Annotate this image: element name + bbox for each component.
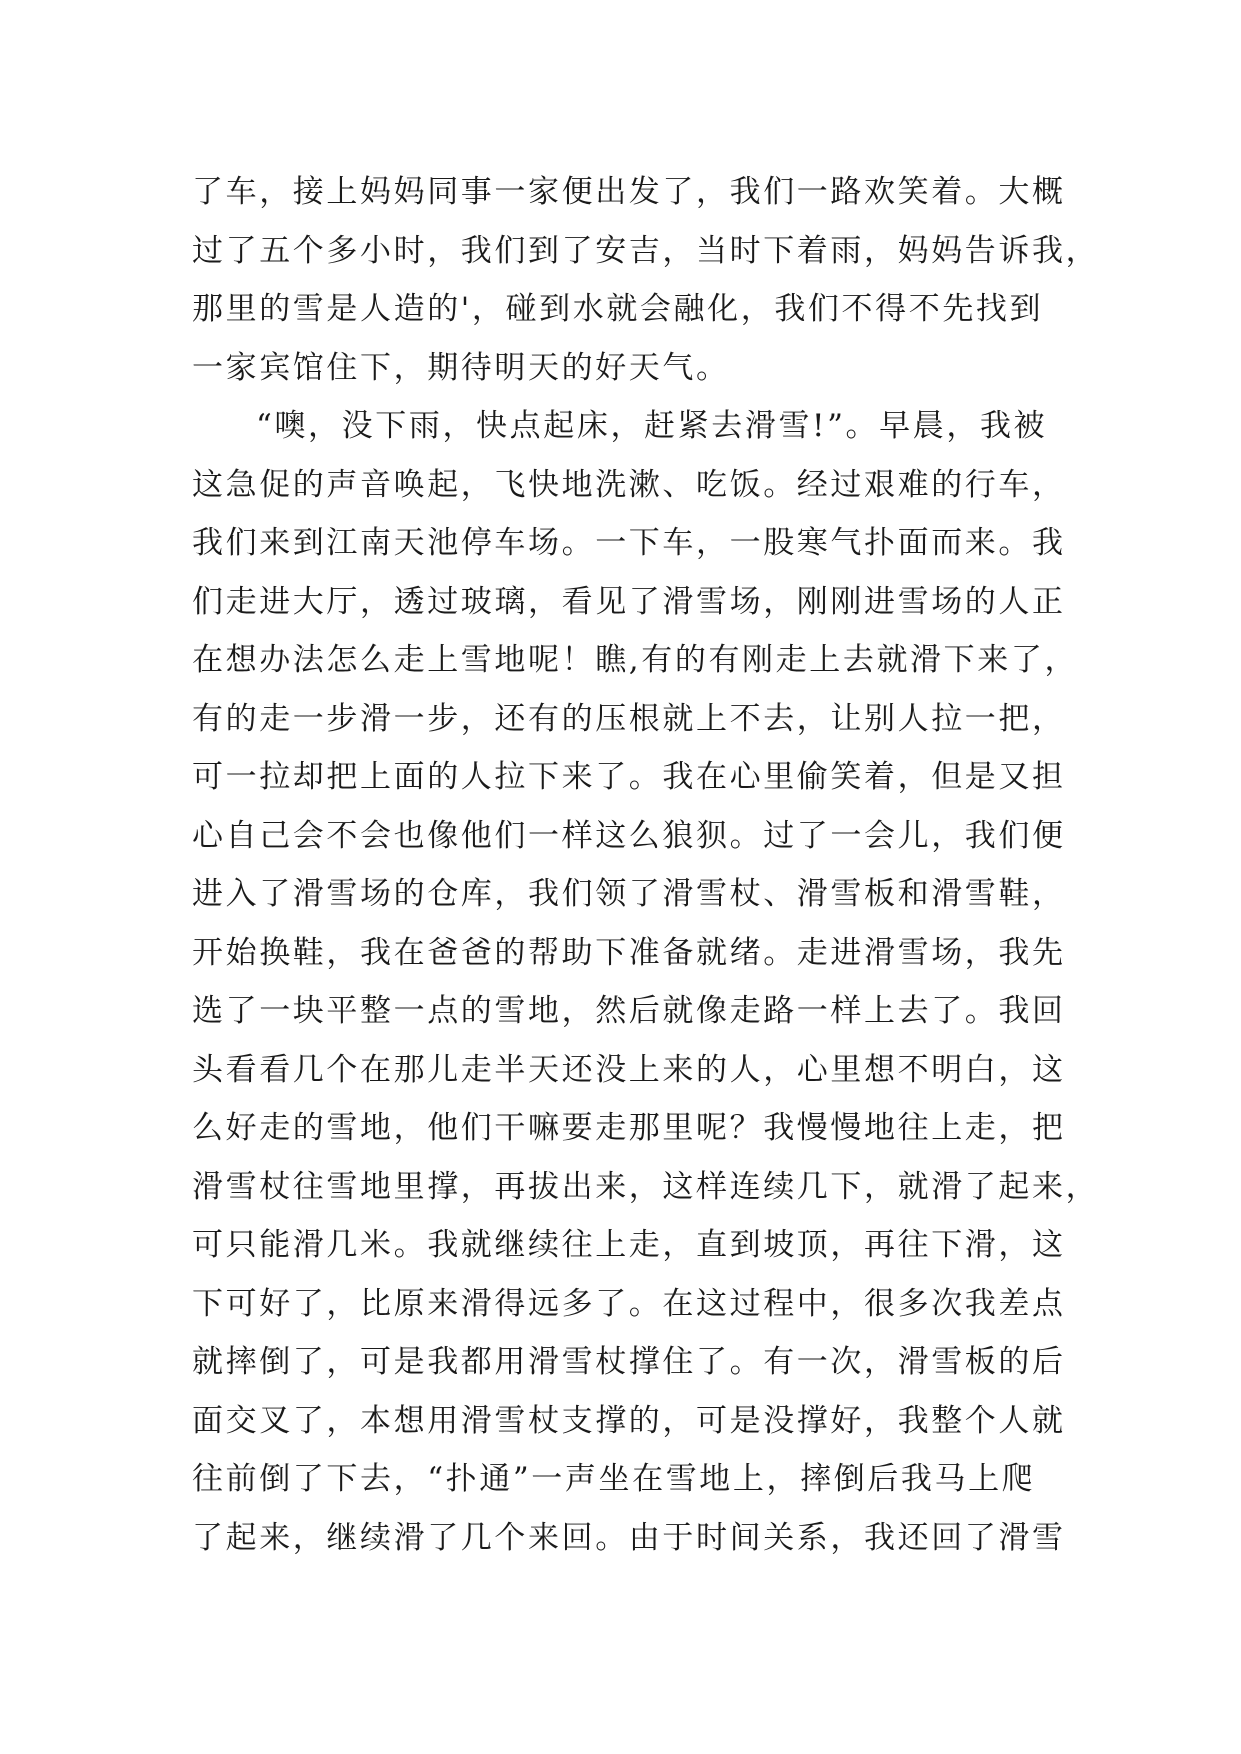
text-line: 滑雪杖往雪地里撑，再拔出来，这样连续几下，就滑了起来， (192, 1168, 1100, 1205)
text-line: 头看看几个在那儿走半天还没上来的人，心里想不明白，这 (192, 1051, 1066, 1088)
text-line: 那里的雪是人造的'，碰到水就会融化，我们不得不先找到 (192, 291, 1044, 327)
text-line: 过了五个多小时，我们到了安吉，当时下着雨，妈妈告诉我， (192, 232, 1100, 269)
text-line: 这急促的声音唤起，飞快地洗漱、吃饭。经过艰难的行车， (192, 466, 1066, 503)
text-line: 在想办法怎么走上雪地呢！瞧,有的有刚走上去就滑下来了， (192, 642, 1079, 678)
paragraph-start-line: “噢，没下雨，快点起床，赶紧去滑雪!”。早晨，我被 (256, 408, 1048, 444)
text-line: 么好走的雪地，他们干嘛要走那里呢？我慢慢地往上走，把 (192, 1110, 1066, 1146)
text-line: 面交叉了，本想用滑雪杖支撑的，可是没撑好，我整个人就 (192, 1402, 1066, 1439)
text-line: 就摔倒了，可是我都用滑雪杖撑住了。有一次，滑雪板的后 (192, 1344, 1066, 1380)
text-line: 下可好了，比原来滑得远多了。在这过程中，很多次我差点 (192, 1285, 1066, 1322)
text-line: 们走进大厅，透过玻璃，看见了滑雪场，刚刚进雪场的人正 (192, 583, 1066, 620)
text-line: 有的走一步滑一步，还有的压根就上不去，让别人拉一把， (192, 700, 1066, 737)
text-line: 可只能滑几米。我就继续往上走，直到坡顶，再往下滑，这 (192, 1227, 1066, 1263)
text-line: 开始换鞋，我在爸爸的帮助下准备就绪。走进滑雪场，我先 (192, 934, 1066, 971)
text-line: 选了一块平整一点的雪地，然后就像走路一样上去了。我回 (192, 993, 1066, 1029)
text-line: 一家宾馆住下，期待明天的好天气。 (192, 349, 730, 386)
body-text (192, 163, 1100, 1567)
text-line: 了车，接上妈妈同事一家便出发了，我们一路欢笑着。大概 (192, 174, 1066, 210)
text-line: 往前倒了下去，“扑通”一声坐在雪地上，摔倒后我马上爬 (192, 1461, 1036, 1497)
text-line: 进入了滑雪场的仓库，我们领了滑雪杖、滑雪板和滑雪鞋， (192, 876, 1066, 912)
text-line: 了起来，继续滑了几个来回。由于时间关系，我还回了滑雪 (192, 1519, 1066, 1556)
text-line: 我们来到江南天池停车场。一下车，一股寒气扑面而来。我 (192, 525, 1066, 561)
text-line: 可一拉却把上面的人拉下来了。我在心里偷笑着，但是又担 (192, 759, 1066, 795)
text-line: 心自己会不会也像他们一样这么狼狈。过了一会儿，我们便 (192, 817, 1066, 854)
